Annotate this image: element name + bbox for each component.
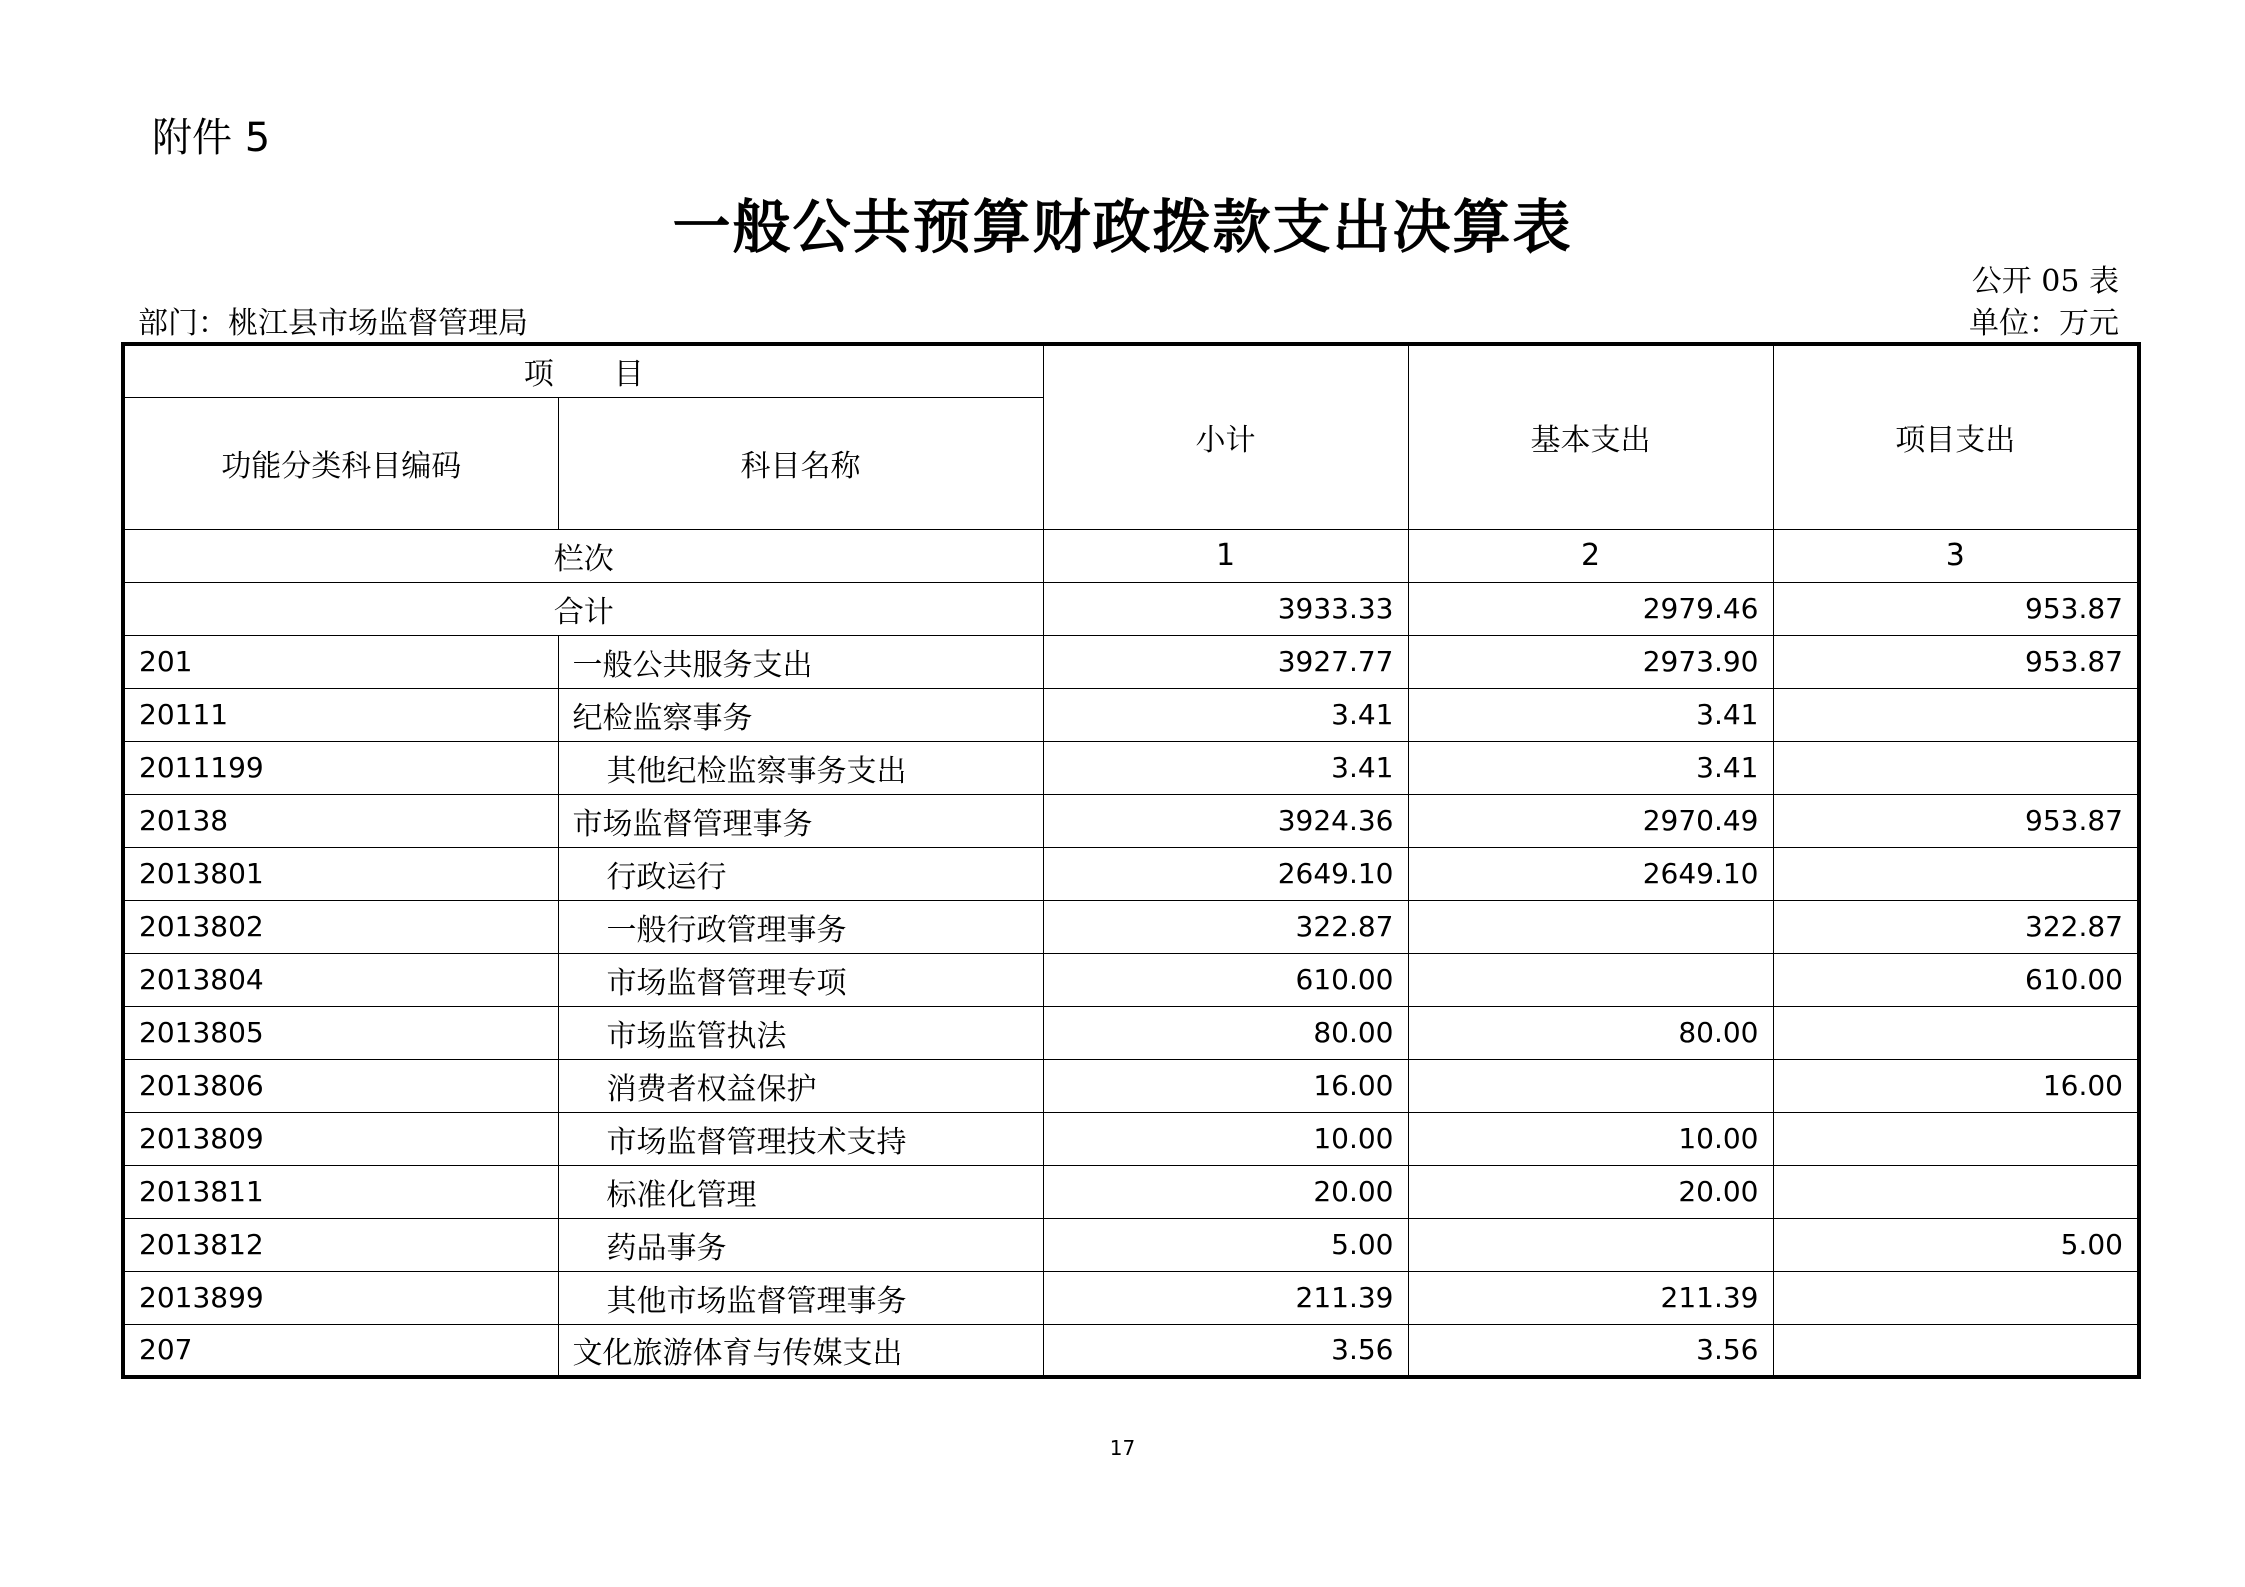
table-row (123, 1006, 2139, 1059)
row-name: 消费者权益保护 (558, 1059, 1043, 1112)
row-name: 一般公共服务支出 (558, 635, 1043, 688)
row-basic: 211.39 (1408, 1271, 1773, 1324)
row-subtotal: 16.00 (1043, 1059, 1408, 1112)
row-code: 2013811 (123, 1165, 558, 1218)
row-code: 2013805 (123, 1006, 558, 1059)
row-code: 2011199 (123, 741, 558, 794)
attachment-label: 附件 5 (152, 115, 271, 161)
table-row (123, 953, 2139, 1006)
row-basic (1408, 1059, 1773, 1112)
row-basic (1408, 900, 1773, 953)
row-name: 药品事务 (558, 1218, 1043, 1271)
row-project (1773, 688, 2139, 741)
row-basic (1408, 953, 1773, 1006)
row-project (1773, 1271, 2139, 1324)
table-row (123, 688, 2139, 741)
row-name: 行政运行 (558, 847, 1043, 900)
table-row (123, 1218, 2139, 1271)
table-row (123, 900, 2139, 953)
row-code: 207 (123, 1324, 558, 1377)
department-label: 部门：桃江县市场监督管理局 (138, 306, 528, 341)
table-row (123, 1271, 2139, 1324)
row-project (1773, 1165, 2139, 1218)
unit-label: 单位：万元 (1969, 306, 2119, 341)
row-basic: 2649.10 (1408, 847, 1773, 900)
row-name: 一般行政管理事务 (558, 900, 1043, 953)
row-project (1773, 847, 2139, 900)
row-name: 其他市场监督管理事务 (558, 1271, 1043, 1324)
table-row (123, 1165, 2139, 1218)
header-project: 项目支出 (1773, 344, 2139, 529)
row-subtotal: 322.87 (1043, 900, 1408, 953)
row-subtotal: 3924.36 (1043, 794, 1408, 847)
row-project: 953.87 (1773, 635, 2139, 688)
row-name: 标准化管理 (558, 1165, 1043, 1218)
row-basic: 20.00 (1408, 1165, 1773, 1218)
row-code: 2013801 (123, 847, 558, 900)
row-code: 2013899 (123, 1271, 558, 1324)
row-subtotal: 2649.10 (1043, 847, 1408, 900)
row-project (1773, 1112, 2139, 1165)
column-index-label: 栏次 (123, 529, 1043, 582)
page-number: 17 (1109, 1436, 1136, 1460)
total-subtotal: 3933.33 (1043, 582, 1408, 635)
column-index-3: 3 (1773, 529, 2139, 582)
table-row (123, 1059, 2139, 1112)
total-basic: 2979.46 (1408, 582, 1773, 635)
table-row (123, 635, 2139, 688)
total-row (123, 582, 2139, 635)
header-name: 科目名称 (558, 397, 1043, 529)
total-label: 合计 (123, 582, 1043, 635)
form-number: 公开 05 表 (1971, 264, 2119, 299)
row-code: 2013802 (123, 900, 558, 953)
row-code: 2013812 (123, 1218, 558, 1271)
row-subtotal: 3.56 (1043, 1324, 1408, 1377)
total-project: 953.87 (1773, 582, 2139, 635)
row-name: 市场监督管理技术支持 (558, 1112, 1043, 1165)
row-basic: 10.00 (1408, 1112, 1773, 1165)
row-project: 5.00 (1773, 1218, 2139, 1271)
row-project (1773, 1006, 2139, 1059)
table-row (123, 847, 2139, 900)
row-project: 953.87 (1773, 794, 2139, 847)
row-basic (1408, 1218, 1773, 1271)
budget-table (121, 342, 2141, 1379)
row-basic: 3.41 (1408, 688, 1773, 741)
row-project: 16.00 (1773, 1059, 2139, 1112)
row-project: 610.00 (1773, 953, 2139, 1006)
table-row (123, 1324, 2139, 1377)
row-name: 其他纪检监察事务支出 (558, 741, 1043, 794)
row-code: 20138 (123, 794, 558, 847)
row-subtotal: 20.00 (1043, 1165, 1408, 1218)
header-item: 项 目 (123, 344, 1043, 397)
row-basic: 2970.49 (1408, 794, 1773, 847)
row-subtotal: 3.41 (1043, 688, 1408, 741)
row-code: 2013804 (123, 953, 558, 1006)
row-name: 市场监督管理事务 (558, 794, 1043, 847)
row-code: 2013809 (123, 1112, 558, 1165)
row-subtotal: 80.00 (1043, 1006, 1408, 1059)
row-name: 文化旅游体育与传媒支出 (558, 1324, 1043, 1377)
row-name: 市场监督管理专项 (558, 953, 1043, 1006)
row-subtotal: 3.41 (1043, 741, 1408, 794)
row-project (1773, 741, 2139, 794)
row-project (1773, 1324, 2139, 1377)
row-name: 市场监管执法 (558, 1006, 1043, 1059)
header-subtotal: 小计 (1043, 344, 1408, 529)
row-code: 201 (123, 635, 558, 688)
row-subtotal: 10.00 (1043, 1112, 1408, 1165)
row-basic: 80.00 (1408, 1006, 1773, 1059)
row-name: 纪检监察事务 (558, 688, 1043, 741)
row-code: 2013806 (123, 1059, 558, 1112)
row-project: 322.87 (1773, 900, 2139, 953)
row-code: 20111 (123, 688, 558, 741)
row-subtotal: 610.00 (1043, 953, 1408, 1006)
table-row (123, 1112, 2139, 1165)
row-subtotal: 5.00 (1043, 1218, 1408, 1271)
row-basic: 3.56 (1408, 1324, 1773, 1377)
page-title: 一般公共预算财政拨款支出决算表 (672, 193, 1573, 261)
table-row (123, 741, 2139, 794)
row-basic: 3.41 (1408, 741, 1773, 794)
column-index-1: 1 (1043, 529, 1408, 582)
row-basic: 2973.90 (1408, 635, 1773, 688)
column-index-row (123, 529, 2139, 582)
column-index-2: 2 (1408, 529, 1773, 582)
header-code: 功能分类科目编码 (123, 397, 558, 529)
header-basic: 基本支出 (1408, 344, 1773, 529)
row-subtotal: 211.39 (1043, 1271, 1408, 1324)
row-subtotal: 3927.77 (1043, 635, 1408, 688)
table-row (123, 794, 2139, 847)
